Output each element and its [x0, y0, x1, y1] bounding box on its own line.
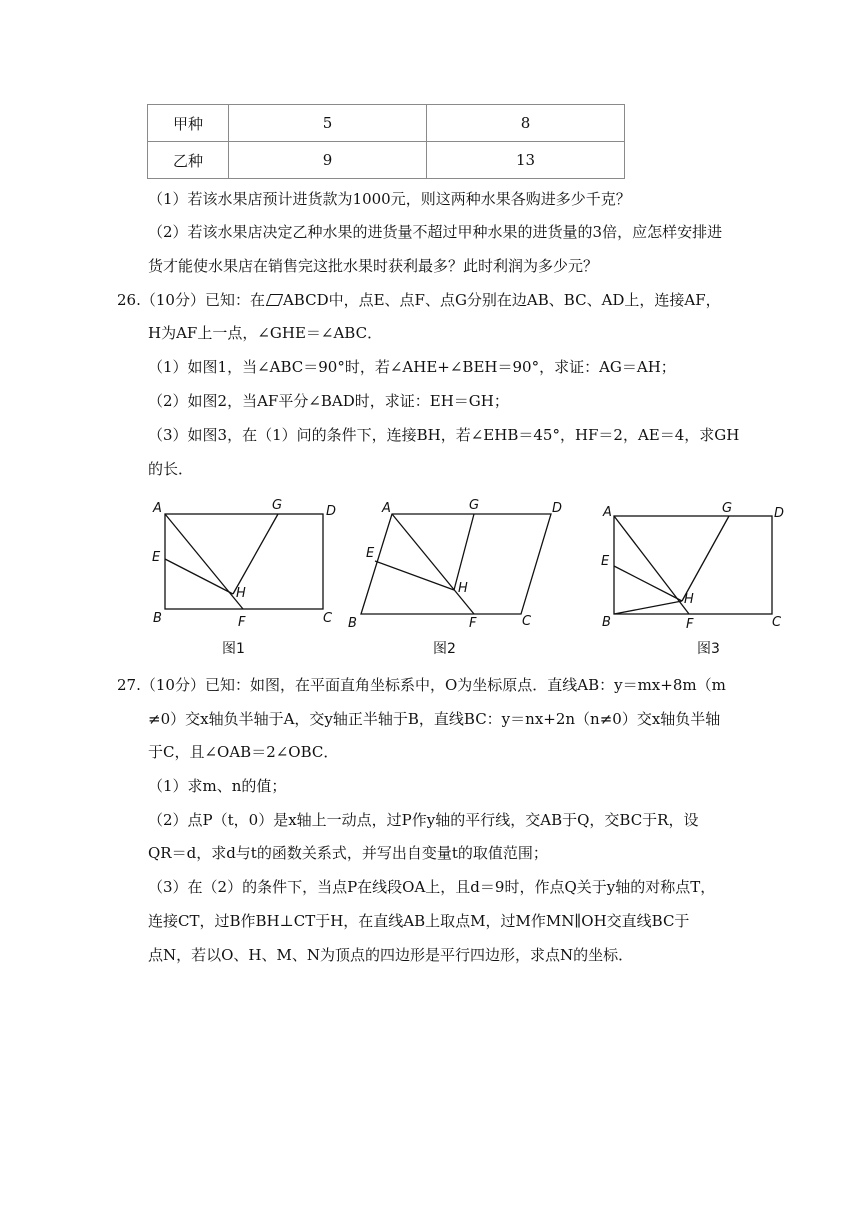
label-D: D	[326, 504, 337, 519]
label-F: F	[469, 616, 477, 631]
label-E: E	[366, 546, 375, 561]
q27-line1: 27.（10分）已知：如图，在平面直角坐标系中，O为坐标原点．直线AB：y＝mx+8m（m	[117, 676, 726, 694]
figure-2	[344, 494, 574, 660]
parallelogram-symbol-icon	[266, 294, 283, 306]
q27-part2-line1: （2）点P（t，0）是x轴上一动点，过P作y轴的平行线，交AB于Q，交BC于R，设	[148, 811, 699, 829]
label-C: C	[522, 614, 532, 629]
table-cell: 13	[427, 142, 625, 179]
q26-part3-line1: （3）如图3，在（1）问的条件下，连接BH，若∠EHB＝45°，HF＝2，AE＝4，求GH	[148, 426, 740, 444]
label-H: H	[458, 581, 468, 596]
figure-caption: 图1	[222, 641, 245, 657]
table-row	[148, 142, 625, 179]
figure-caption: 图3	[697, 641, 720, 657]
q26-number: 26.	[117, 291, 141, 309]
label-A: A	[603, 505, 612, 520]
label-A: A	[153, 501, 162, 516]
q27-part3-line1: （3）在（2）的条件下，当点P在线段OA上，且d＝9时，作点Q关于y轴的对称点T，	[148, 878, 716, 896]
q25-part2-line2: 货才能使水果店在销售完这批水果时获利最多？此时利润为多少元？	[148, 257, 599, 275]
label-G: G	[722, 501, 733, 516]
fruit-price-table	[147, 104, 625, 179]
table-cell: 9	[229, 142, 427, 179]
label-D: D	[552, 501, 563, 516]
q26-first-line	[117, 290, 721, 310]
q25-part2-line1: （2）若该水果店决定乙种水果的进货量不超过甲种水果的进货量的3倍，应怎样安排进	[148, 223, 723, 241]
figure-3	[597, 494, 797, 660]
q26-line2: H为AF上一点，∠GHE＝∠ABC．	[148, 324, 383, 342]
q27-part2-line2: QR＝d，求d与t的函数关系式，并写出自变量t的取值范围；	[148, 844, 548, 862]
label-E: E	[152, 550, 161, 565]
table-cell: 甲种	[148, 105, 229, 142]
table-cell: 8	[427, 105, 625, 142]
label-H: H	[684, 592, 694, 607]
label-B: B	[602, 615, 611, 630]
label-B: B	[153, 611, 162, 626]
q26-line1-rest: ABCD中，点E、点F、点G分别在边AB、BC、AD上，连接AF，	[282, 291, 721, 309]
q27-part3-line3: 点N，若以O、H、M、N为顶点的四边形是平行四边形，求点N的坐标．	[148, 946, 634, 964]
label-H: H	[236, 586, 246, 601]
figure-1	[148, 494, 338, 660]
label-F: F	[238, 615, 246, 630]
q27-part3-line2: 连接CT，过B作BH⊥CT于H，在直线AB上取点M，过M作MN∥OH交直线BC于	[148, 912, 690, 930]
label-F: F	[686, 617, 694, 632]
q26-score: （10分）已知：在	[140, 291, 265, 309]
figure-caption: 图2	[433, 641, 456, 657]
q26-part2: （2）如图2，当AF平分∠BAD时，求证：EH＝GH；	[148, 392, 509, 410]
table-cell: 乙种	[148, 142, 229, 179]
label-B: B	[348, 616, 357, 631]
table-cell: 5	[229, 105, 427, 142]
label-C: C	[323, 611, 333, 626]
label-G: G	[469, 498, 480, 513]
q27-part1: （1）求m、n的值；	[148, 777, 287, 795]
label-A: A	[382, 501, 391, 516]
q27-line2: ≠0）交x轴负半轴于A，交y轴正半轴于B，直线BC：y＝nx+2n（n≠0）交x轴负半轴	[148, 710, 721, 728]
table-row	[148, 105, 625, 142]
label-D: D	[774, 506, 785, 521]
label-C: C	[772, 615, 782, 630]
q26-part3-line2: 的长．	[148, 460, 194, 478]
label-E: E	[601, 554, 610, 569]
q26-part1: （1）如图1，当∠ABC＝90°时，若∠AHE+∠BEH＝90°，求证：AG＝AH；	[148, 358, 676, 376]
label-G: G	[272, 498, 283, 513]
q27-line3: 于C，且∠OAB＝2∠OBC．	[148, 743, 339, 761]
q25-part1: （1）若该水果店预计进货款为1000元，则这两种水果各购进多少千克？	[148, 190, 631, 208]
